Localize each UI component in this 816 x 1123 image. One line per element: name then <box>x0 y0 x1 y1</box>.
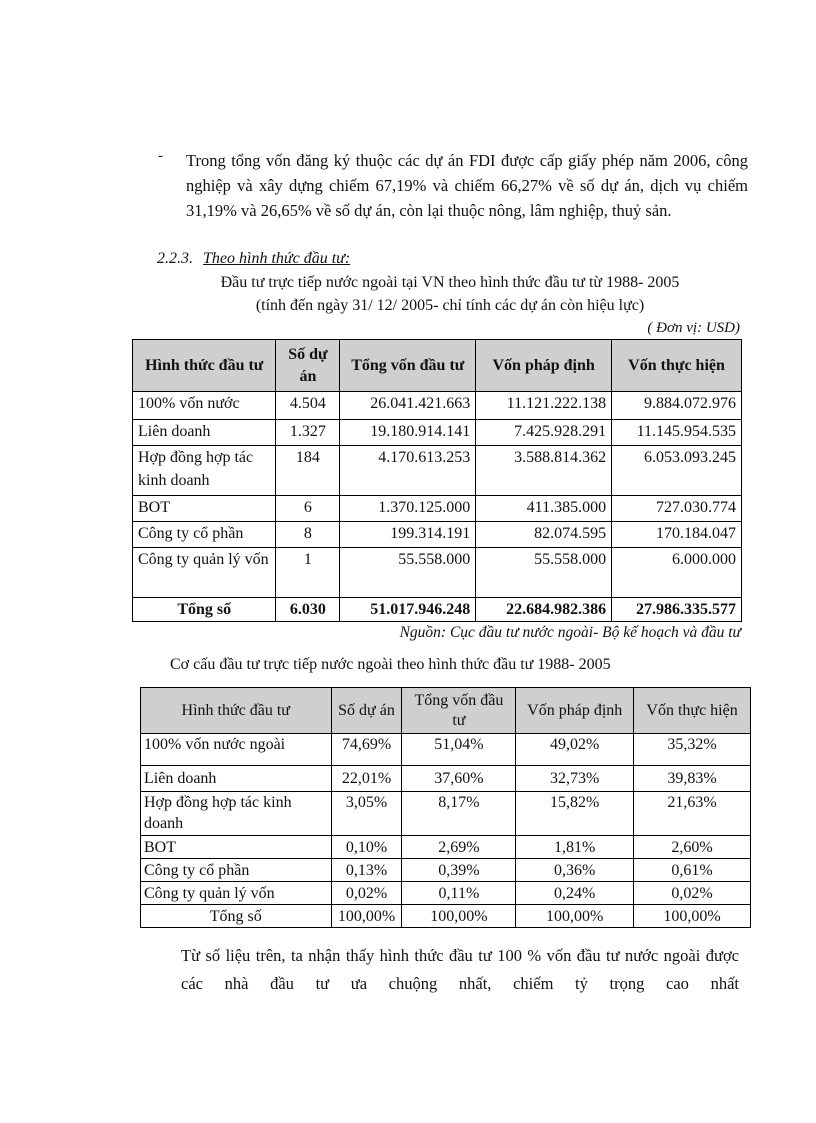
cell: 2,60% <box>634 836 751 859</box>
cell: 7.425.928.291 <box>476 420 612 446</box>
cell: 3,05% <box>331 792 402 836</box>
table1-source: Nguồn: Cục đầu tư nước ngoài- Bộ kế hoạch và đầu tư <box>399 624 741 641</box>
table-row <box>141 734 751 766</box>
cell: 170.184.047 <box>612 522 742 548</box>
header-cell: Hình thức đầu tư <box>141 688 332 734</box>
cell: 100,00% <box>331 905 402 928</box>
header-cell: Số dự án <box>276 340 340 392</box>
header-cell: Vốn pháp định <box>476 340 612 392</box>
cell: 1,81% <box>516 836 634 859</box>
table1-unit: ( Đơn vị: USD) <box>647 320 740 336</box>
cell: 37,60% <box>402 766 516 792</box>
cell: 4.504 <box>276 392 340 420</box>
fdi-values-table <box>132 339 742 622</box>
cell: 184 <box>276 446 340 496</box>
cell: 6.000.000 <box>612 548 742 598</box>
row-label: Hợp đồng hợp tác kinh doanh <box>133 446 276 496</box>
row-label: Công ty quản lý vốn <box>141 882 332 905</box>
cell: 4.170.613.253 <box>340 446 476 496</box>
cell: 9.884.072.976 <box>612 392 742 420</box>
cell: 0,61% <box>634 859 751 882</box>
cell: 6 <box>276 496 340 522</box>
cell: 11.145.954.535 <box>612 420 742 446</box>
table-row <box>141 836 751 859</box>
table-header-row <box>141 688 751 734</box>
table-row <box>133 446 742 496</box>
table-row <box>133 522 742 548</box>
cell: 22,01% <box>331 766 402 792</box>
cell: 0,02% <box>634 882 751 905</box>
row-label: 100% vốn nước ngoài <box>141 734 332 766</box>
cell: 32,73% <box>516 766 634 792</box>
cell: 0,13% <box>331 859 402 882</box>
fdi-structure-table <box>140 687 751 928</box>
cell: 100,00% <box>402 905 516 928</box>
cell: 1.370.125.000 <box>340 496 476 522</box>
table1-caption-line1: Đầu tư trực tiếp nước ngoài tại VN theo hình thức đầu tư từ 1988- 2005 <box>220 274 680 291</box>
cell: 411.385.000 <box>476 496 612 522</box>
header-cell: Vốn thực hiện <box>634 688 751 734</box>
cell: 0,36% <box>516 859 634 882</box>
cell: 51,04% <box>402 734 516 766</box>
total-label: Tổng số <box>141 905 332 928</box>
cell: 74,69% <box>331 734 402 766</box>
row-label: Công ty quản lý vốn <box>133 548 276 598</box>
cell: 55.558.000 <box>340 548 476 598</box>
cell: 3.588.814.362 <box>476 446 612 496</box>
cell: 100,00% <box>634 905 751 928</box>
cell: 100,00% <box>516 905 634 928</box>
header-cell: Số dự án <box>331 688 402 734</box>
table-row <box>141 859 751 882</box>
total-label: Tổng số <box>133 598 276 622</box>
row-label: BOT <box>141 836 332 859</box>
cell: 727.030.774 <box>612 496 742 522</box>
cell: 6.053.093.245 <box>612 446 742 496</box>
table-row <box>133 496 742 522</box>
table-row <box>133 392 742 420</box>
cell: 15,82% <box>516 792 634 836</box>
cell: 1 <box>276 548 340 598</box>
cell: 0,10% <box>331 836 402 859</box>
cell: 11.121.222.138 <box>476 392 612 420</box>
cell: 39,83% <box>634 766 751 792</box>
bullet-marker: - <box>158 148 163 164</box>
cell: 2,69% <box>402 836 516 859</box>
header-cell: Vốn pháp định <box>516 688 634 734</box>
table1-caption-line2: (tính đến ngày 31/ 12/ 2005- chỉ tính các dự án còn hiệu lực) <box>255 297 645 314</box>
row-label: Liên doanh <box>133 420 276 446</box>
section-title: Theo hình thức đầu tư: <box>203 250 351 267</box>
table-total-row <box>133 598 742 622</box>
cell: 0,11% <box>402 882 516 905</box>
row-label: Hợp đồng hợp tác kinh doanh <box>141 792 332 836</box>
header-cell: Hình thức đầu tư <box>133 340 276 392</box>
cell: 19.180.914.141 <box>340 420 476 446</box>
table-row <box>141 766 751 792</box>
cell: 1.327 <box>276 420 340 446</box>
section-heading <box>157 250 350 268</box>
cell: 8 <box>276 522 340 548</box>
table2-caption: Cơ cấu đầu tư trực tiếp nước ngoài theo hình thức đầu tư 1988- 2005 <box>170 656 611 673</box>
row-label: BOT <box>133 496 276 522</box>
table-row <box>141 882 751 905</box>
header-cell: Tổng vốn đầu tư <box>340 340 476 392</box>
cell: 55.558.000 <box>476 548 612 598</box>
cell: 6.030 <box>276 598 340 622</box>
table-header-row <box>133 340 742 392</box>
row-label: 100% vốn nước <box>133 392 276 420</box>
table-total-row <box>141 905 751 928</box>
cell: 8,17% <box>402 792 516 836</box>
cell: 22.684.982.386 <box>476 598 612 622</box>
cell: 27.986.335.577 <box>612 598 742 622</box>
cell: 199.314.191 <box>340 522 476 548</box>
header-cell: Tổng vốn đầu tư <box>402 688 516 734</box>
table-row <box>133 420 742 446</box>
cell: 82.074.595 <box>476 522 612 548</box>
cell: 0,39% <box>402 859 516 882</box>
table-row <box>133 548 742 598</box>
cell: 0,02% <box>331 882 402 905</box>
cell: 35,32% <box>634 734 751 766</box>
cell: 49,02% <box>516 734 634 766</box>
cell: 26.041.421.663 <box>340 392 476 420</box>
row-label: Công ty cổ phần <box>141 859 332 882</box>
bullet-text: Trong tổng vốn đăng ký thuộc các dự án FDI được cấp giấy phép năm 2006, công nghiệp và xây dựng chiếm 67,19% và chiếm 66,27% về số dự án, dịch vụ chiếm 31,19% và 26,65% về số dự án, còn lại thuộc nông, lâm nghiệp, thuỷ sản. <box>186 151 748 220</box>
cell: 0,24% <box>516 882 634 905</box>
row-label: Liên doanh <box>141 766 332 792</box>
conclusion-paragraph: Từ số liệu trên, ta nhận thấy hình thức đầu tư 100 % vốn đầu tư nước ngoài được các nhà đầu tư ưa chuộng nhất, chiếm tỷ trọng cao nhất <box>181 946 739 993</box>
table-row <box>141 792 751 836</box>
bullet-paragraph <box>158 148 748 223</box>
header-cell: Vốn thực hiện <box>612 340 742 392</box>
cell: 51.017.946.248 <box>340 598 476 622</box>
cell: 21,63% <box>634 792 751 836</box>
section-number: 2.2.3. <box>157 250 193 267</box>
row-label: Công ty cổ phần <box>133 522 276 548</box>
